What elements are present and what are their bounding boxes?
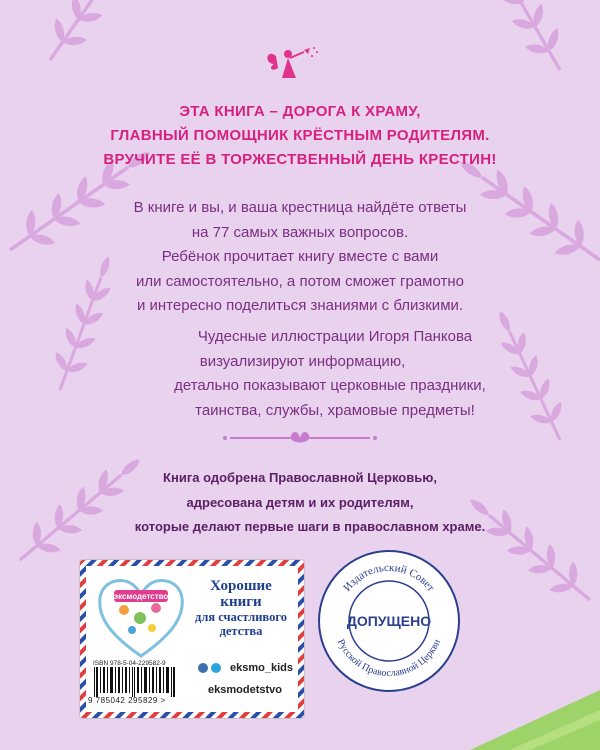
- text-line: которые делают первые шаги в православном храме.: [134, 519, 486, 534]
- isbn-text: ISBN 978-5-04-229582-9: [93, 660, 166, 667]
- seal-center-text: ДОПУЩЕНО: [346, 613, 432, 629]
- tagline-line: детства: [219, 624, 263, 638]
- heart-logo: [96, 574, 186, 660]
- intro-line: ВРУЧИТЕ ЕЁ В ТОРЖЕСТВЕННЫЙ ДЕНЬ КРЕСТИН!: [103, 151, 497, 168]
- description-paragraph-2: [0, 325, 600, 423]
- church-approval-seal: [316, 548, 462, 694]
- text-line: В книге и вы, и ваша крестница найдёте ответы: [133, 199, 467, 216]
- vk-icon[interactable]: [198, 663, 208, 673]
- text-line: Ребёнок прочитает книгу вместе с вами: [161, 248, 439, 265]
- angel-icon: [262, 42, 322, 82]
- text-line: детально показывают церковные праздники,: [174, 377, 486, 394]
- seal-bottom-text: Русской Православной Церкви: [334, 637, 444, 680]
- barcode: [92, 667, 180, 697]
- tagline-line: Хорошие: [210, 578, 272, 594]
- text-line: адресована детям и их родителям,: [186, 494, 414, 510]
- tagline-line: для счастливого: [195, 610, 287, 624]
- text-line: на 77 самых важных вопросов.: [191, 223, 409, 241]
- text-line: или самостоятельно, а потом сможет грамотно: [136, 272, 464, 290]
- social-handle[interactable]: eksmo_kids: [230, 662, 293, 674]
- intro-line: ГЛАВНЫЙ ПОМОЩНИК КРЁСТНЫМ РОДИТЕЛЯМ.: [110, 127, 490, 144]
- text-line: Книга одобрена Православной Церковью,: [163, 470, 437, 485]
- social-handle-2[interactable]: eksmodetstvo: [208, 684, 282, 696]
- intro-text: [0, 100, 600, 172]
- brand-label: эксмодетство: [113, 592, 169, 601]
- tagline-line: книги: [220, 594, 262, 610]
- text-line: таинства, службы, храмовые предметы!: [195, 401, 475, 419]
- barcode-number: 9 785042 295829 >: [88, 696, 166, 705]
- intro-line: ЭТА КНИГА – ДОРОГА К ХРАМУ,: [179, 103, 421, 120]
- text-line: и интересно поделиться знаниями с близкими.: [136, 297, 464, 314]
- social-row: [198, 662, 293, 674]
- publisher-stamp: [80, 560, 304, 718]
- description-paragraph-1: [0, 196, 600, 319]
- tagline: [186, 578, 296, 638]
- seal-top-text: Издательский Совет: [341, 561, 437, 594]
- telegram-icon[interactable]: [211, 663, 221, 673]
- ornament-divider: [223, 432, 377, 443]
- approval-paragraph: [0, 466, 600, 540]
- text-line: Чудесные иллюстрации Игоря Панкова: [197, 328, 473, 345]
- text-line: визуализируют информацию,: [199, 352, 406, 370]
